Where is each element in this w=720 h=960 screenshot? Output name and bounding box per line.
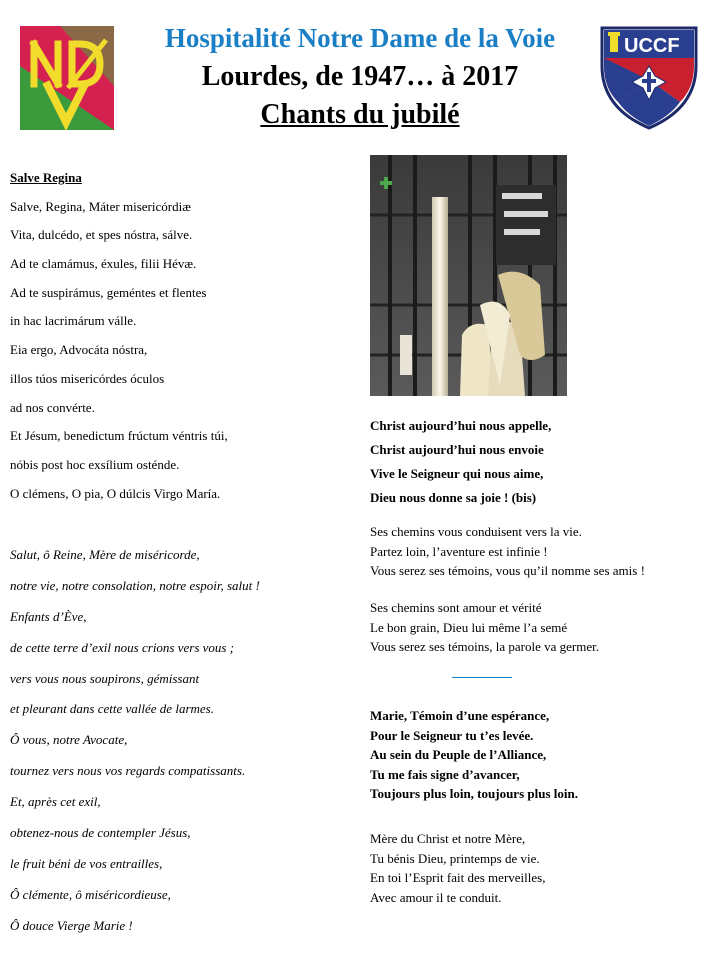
text-line: Vive le Seigneur qui nous aime, bbox=[370, 466, 544, 481]
uccf-crest-logo bbox=[600, 26, 698, 130]
text-line: Et Jésum, benedictum frúctum véntris túi, bbox=[10, 428, 228, 444]
text-line: Ses chemins sont amour et vérité bbox=[370, 600, 542, 615]
text-line: Ô douce Vierge Marie ! bbox=[10, 917, 133, 933]
text-line: Christ aujourd’hui nous appelle, bbox=[370, 418, 552, 433]
text-line: Ô vous, notre Avocate, bbox=[10, 732, 128, 748]
chant2-refrain bbox=[370, 706, 578, 804]
text-line: Tu bénis Dieu, printemps de vie. bbox=[370, 850, 540, 866]
text-line: Ô clémente, ô miséricordieuse, bbox=[10, 886, 171, 902]
text-line: Enfants d’Ève, bbox=[10, 608, 87, 624]
text-line: Vous serez ses témoins, vous qu’il nomme ses amis ! bbox=[370, 563, 645, 578]
text-line: Eia ergo, Advocáta nóstra, bbox=[10, 342, 148, 358]
salve-regina-latin bbox=[10, 168, 355, 512]
organization-title: Hospitalité Notre Dame de la Voie bbox=[164, 23, 556, 53]
section-divider bbox=[452, 677, 512, 678]
text-line: Vita, dulcédo, et spes nóstra, sálve. bbox=[10, 227, 193, 243]
page-subtitle: Lourdes, de 1947… à 2017 bbox=[201, 61, 519, 92]
text-line: notre vie, notre consolation, notre espoir, salut ! bbox=[10, 577, 260, 593]
text-line: Tu me fais signe d’avancer, bbox=[370, 766, 520, 782]
text-line: Ad te suspirámus, geméntes et flentes bbox=[10, 284, 207, 300]
text-line: tournez vers nous vos regards compatissants. bbox=[10, 763, 246, 779]
text-line: Avec amour il te conduit. bbox=[370, 889, 502, 905]
song-title: Salve Regina bbox=[10, 170, 82, 185]
text-line: de cette terre d’exil nous crions vers vous ; bbox=[10, 639, 235, 655]
text-line: Et, après cet exil, bbox=[10, 794, 101, 810]
text-line: Salve, Regina, Máter misericórdiæ bbox=[10, 198, 191, 214]
text-line: Mère du Christ et notre Mère, bbox=[370, 831, 526, 846]
text-line: vers vous nous soupirons, gémissant bbox=[10, 670, 200, 686]
text-line: Dieu nous donne sa joie ! (bis) bbox=[370, 490, 537, 505]
text-line: et pleurant dans cette vallée de larmes. bbox=[10, 701, 214, 717]
text-line: O clémens, O pia, O dúlcis Virgo María. bbox=[10, 485, 221, 501]
text-line: ad nos convérte. bbox=[10, 399, 95, 415]
text-line: Au sein du Peuple de l’Alliance, bbox=[370, 747, 547, 762]
text-line: obtenez-nous de contempler Jésus, bbox=[10, 825, 191, 841]
chant1-verse1 bbox=[370, 522, 645, 581]
crest-text: UCCF bbox=[624, 35, 680, 57]
text-line: Christ aujourd’hui nous envoie bbox=[370, 442, 544, 457]
text-line: Vous serez ses témoins, la parole va germer. bbox=[370, 639, 599, 654]
chant1-verse2 bbox=[370, 598, 599, 657]
chant2-verse1 bbox=[370, 829, 545, 907]
text-line: nóbis post hoc exsílium osténde. bbox=[10, 456, 180, 472]
chant1-refrain bbox=[370, 416, 551, 512]
text-line: Ad te clamámus, éxules, filii Hévæ. bbox=[10, 256, 197, 272]
text-line: Pour le Seigneur tu t’es levée. bbox=[370, 727, 534, 743]
text-line: Marie, Témoin d’une espérance, bbox=[370, 708, 550, 723]
text-line: le fruit béni de vos entrailles, bbox=[10, 855, 163, 871]
text-line: Toujours plus loin, toujours plus loin. bbox=[370, 786, 578, 801]
salve-regina-french bbox=[10, 545, 355, 947]
text-line: illos túos misericórdes óculos bbox=[10, 370, 165, 386]
text-line: Le bon grain, Dieu lui même l’a semé bbox=[370, 619, 568, 635]
candle-photo bbox=[370, 155, 567, 396]
page-heading: Chants du jubilé bbox=[260, 99, 460, 130]
text-line: in hac lacrimárum válle. bbox=[10, 313, 137, 329]
text-line: Partez loin, l’aventure est infinie ! bbox=[370, 543, 548, 559]
text-line: En toi l’Esprit fait des merveilles, bbox=[370, 870, 546, 885]
text-line: Salut, ô Reine, Mère de miséricorde, bbox=[10, 547, 200, 562]
text-line: Ses chemins vous conduisent vers la vie. bbox=[370, 524, 582, 539]
